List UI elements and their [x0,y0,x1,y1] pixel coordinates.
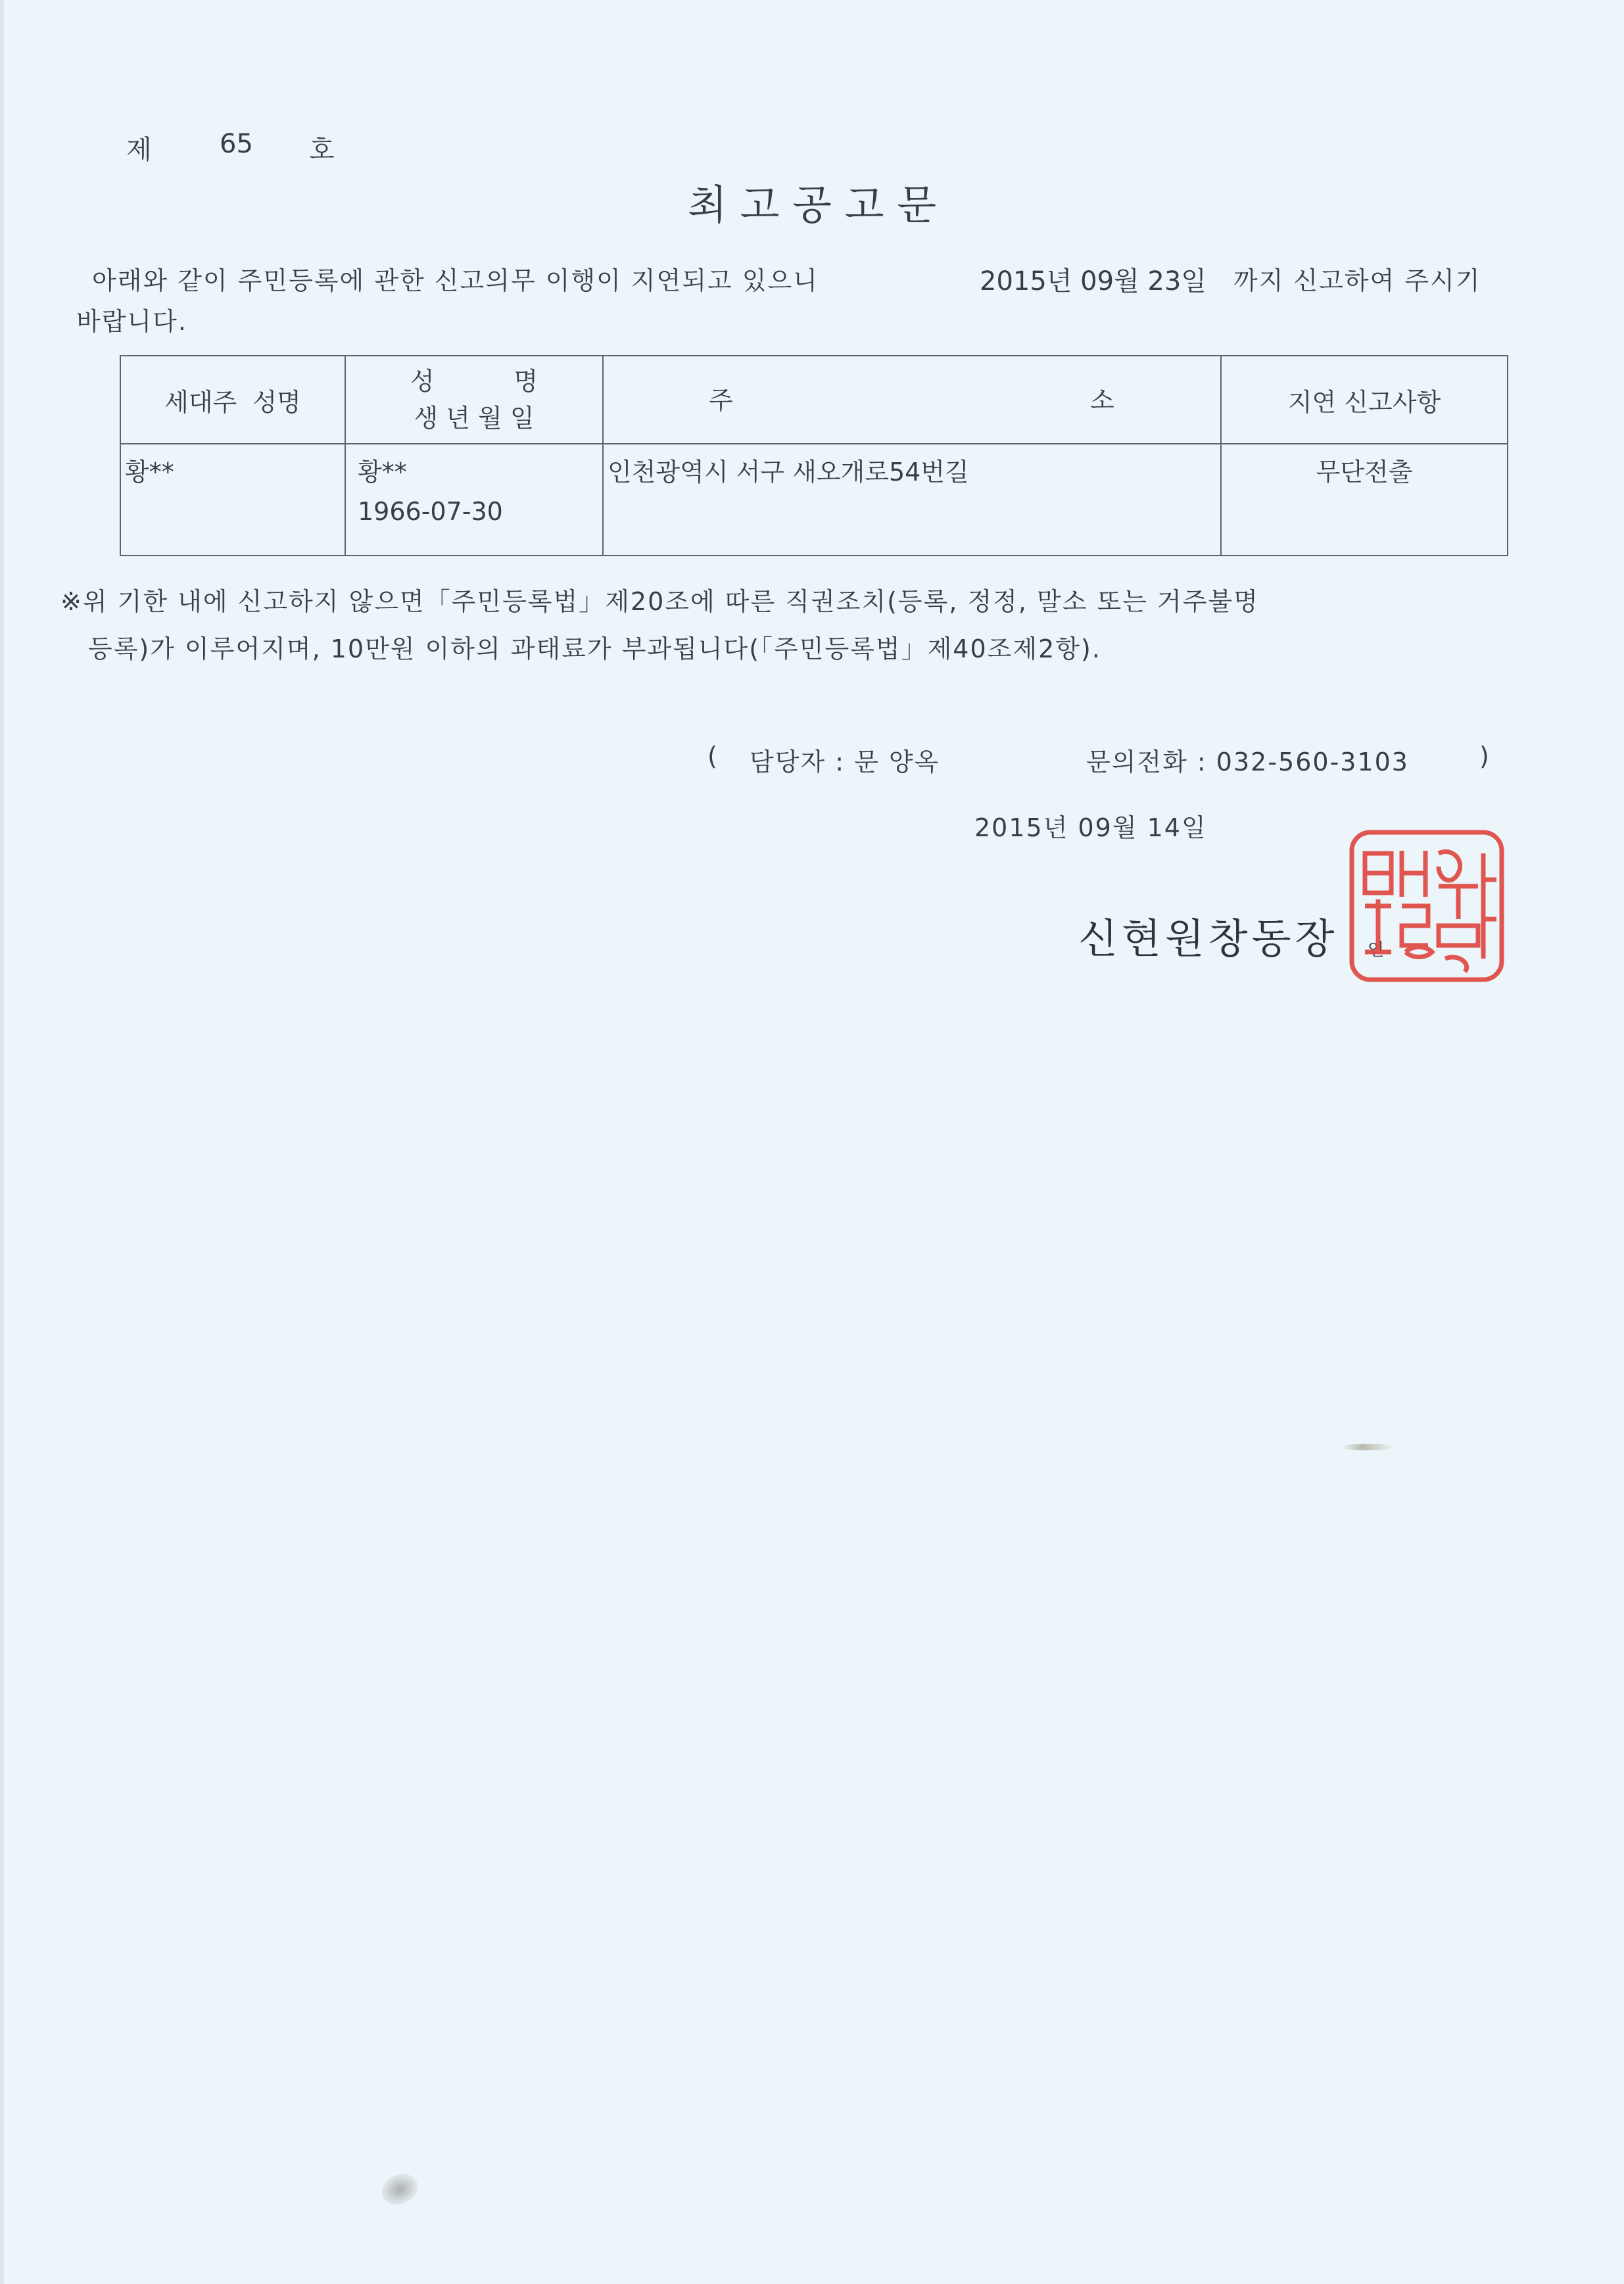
issue-date: 2015년 09월 14일 [974,813,1207,842]
cell-name-birth [345,444,603,556]
notice-line2: 등록)가 이루어지며, 10만원 이하의 과태료가 부과됩니다(「주민등록법」제40조제2항). [88,634,1101,663]
cell-delayed-item [1221,444,1508,556]
name-value: 황** [358,458,407,487]
birth-date-value: 1966-07-30 [358,497,503,526]
issuer-name: 신현원창동장 [1078,915,1339,963]
header-householder-name [120,356,345,444]
delayed-item-value: 무단전출 [1316,458,1413,487]
contact-person: 담당자 : 문 양옥 [750,748,940,776]
scan-smudge [377,2168,422,2210]
cell-householder [120,444,345,556]
seal-mark: 인 [1368,940,1385,960]
doc-number-suffix: 호 [309,135,335,165]
contact-phone: 문의전화 : 032-560-3103 [1086,748,1409,776]
document-title: 최 고 공 고 문 [687,181,937,229]
header-delayed-item [1221,356,1508,444]
cell-address [603,444,1221,556]
contact-close-paren: ) [1479,742,1491,771]
report-table [120,355,1508,556]
header-name-label: 성 명 [410,367,538,396]
notice-line1: ※위 기한 내에 신고하지 않으면「주민등록법」제20조에 따른 직권조치(등록, 정정, 말소 또는 거주불명 [60,587,1259,616]
contact-open-paren: ( [707,742,719,771]
address-value: 인천광역시 서구 새오개로54번길 [608,458,969,487]
intro-line2: 바랍니다. [76,307,187,336]
header-birth-label: 생 년 월 일 [414,404,535,433]
header-householder-label: 세대주 성명 [164,387,301,417]
header-delayed-item-label: 지연 신고사항 [1287,387,1441,417]
scan-smudge [1341,1444,1394,1450]
header-address-left: 주 [709,386,733,415]
deadline-date: 2015년 09월 23일 [980,266,1206,297]
header-address-right: 소 [1090,386,1114,415]
official-seal-stamp [1347,827,1507,985]
doc-number-prefix: 제 [126,135,152,165]
householder-value: 황** [125,458,174,487]
scan-edge-shadow [0,0,4,2284]
header-name-birth [345,356,603,444]
table-row [120,444,1508,556]
table-header-row [120,356,1508,444]
intro-line1-end: 까지 신고하여 주시기 [1233,266,1481,295]
header-address [603,356,1221,444]
intro-line1-start: 아래와 같이 주민등록에 관한 신고의무 이행이 지연되고 있으니 [92,266,819,295]
doc-number-value: 65 [220,129,253,159]
